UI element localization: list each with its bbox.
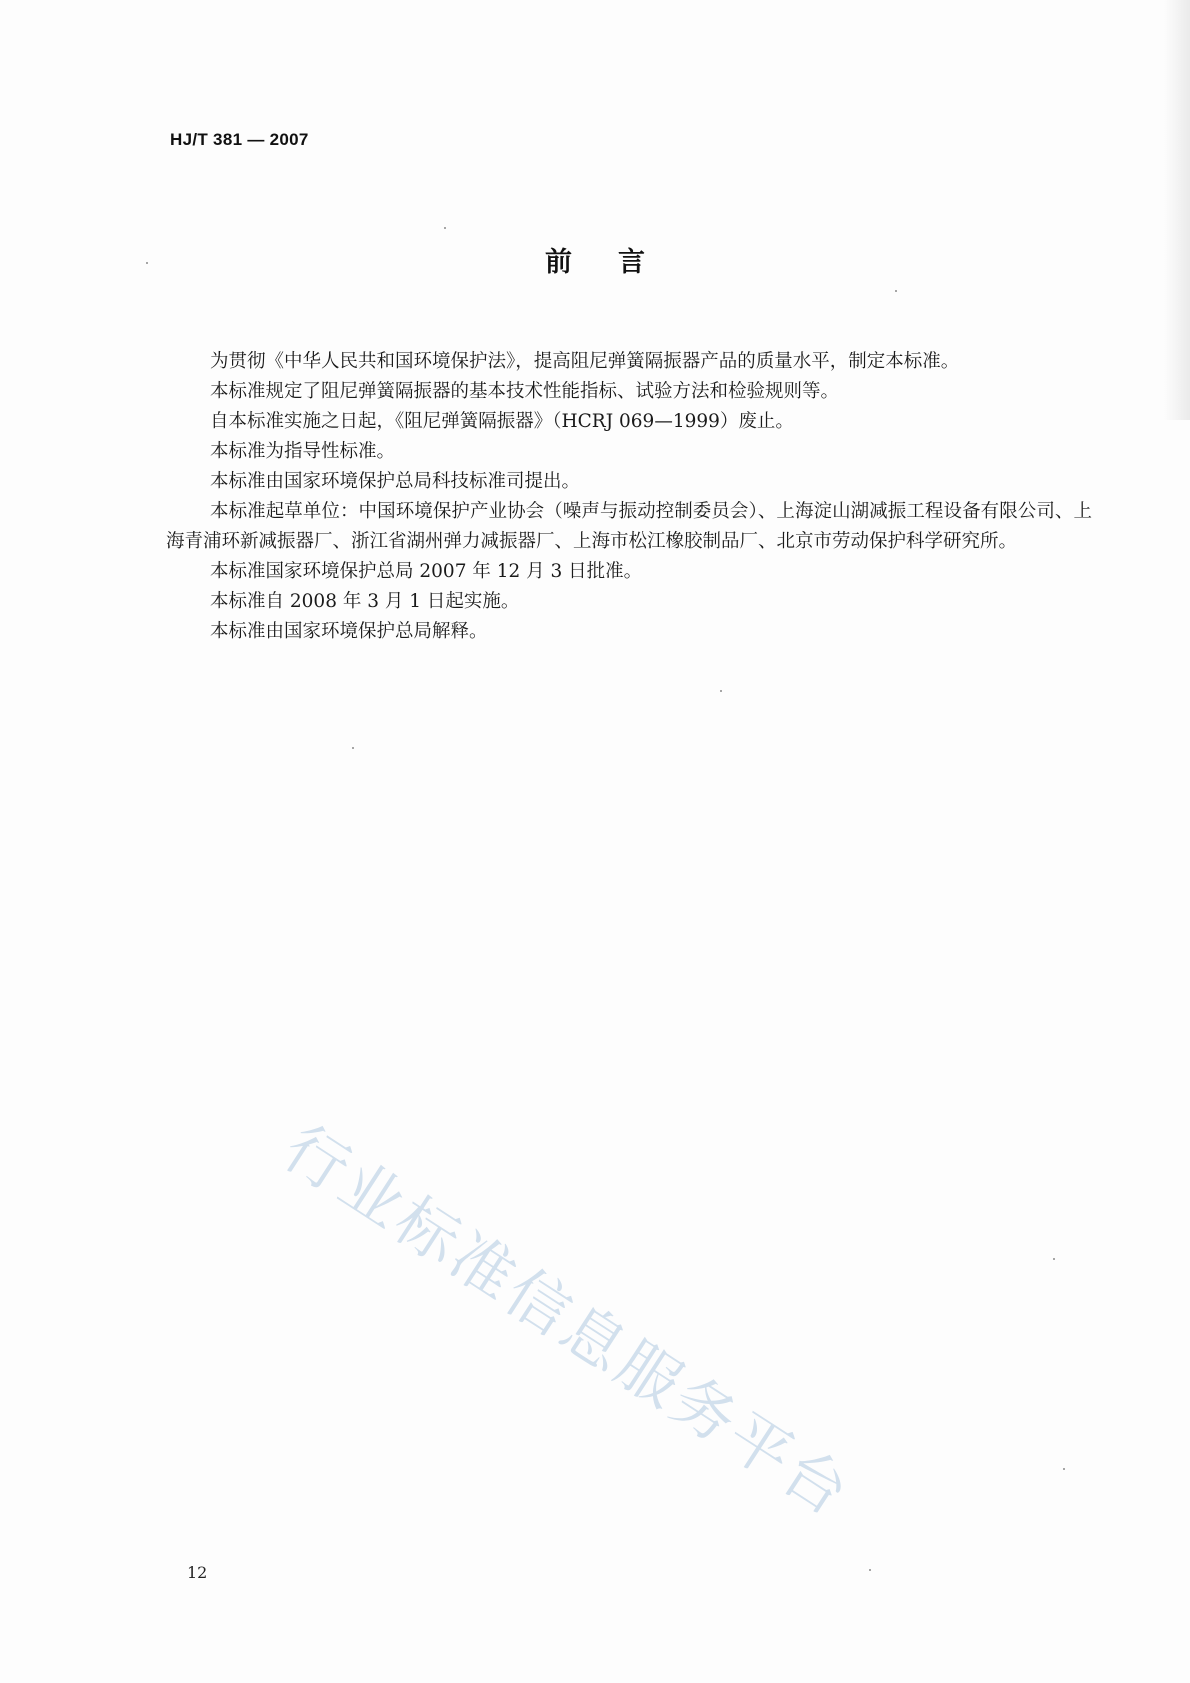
scan-speck [146,262,148,264]
scan-edge-shadow [1164,0,1190,420]
paragraph-interpretation: 本标准由国家环境保护总局解释。 [210,621,488,642]
paragraph-approval: 本标准国家环境保护总局 2007 年 12 月 3 日批准。 [210,561,643,582]
paragraph-purpose: 为贯彻《中华人民共和国环境保护法》，提高阻尼弹簧隔振器产品的质量水平，制定本标准。 [210,351,960,372]
scan-speck [895,290,897,292]
paragraph-scope: 本标准规定了阻尼弹簧隔振器的基本技术性能指标、试验方法和检验规则等。 [210,381,840,402]
watermark: 行业标准信息服务平台 [271,1110,865,1532]
paragraph-nature: 本标准为指导性标准。 [210,441,396,462]
scan-speck [1063,1468,1065,1470]
scan-speck [352,747,354,749]
paragraph-replacement: 自本标准实施之日起，《阻尼弹簧隔振器》（HCRJ 069—1999）废止。 [210,411,794,432]
standard-code: HJ/T 381 — 2007 [170,130,309,149]
scan-speck [869,1569,871,1571]
foreword-body [166,347,1092,647]
paragraph-drafting-units: 本标准起草单位：中国环境保护产业协会（噪声与振动控制委员会）、上海淀山湖减振工程设备有限公司、上海青浦环新减振器厂、浙江省湖州弹力减振器厂、上海市松江橡胶制品厂、北京市劳动保护科学研究所。 [166,501,1092,552]
page-title: 前言 [545,247,691,278]
page-number: 12 [187,1563,208,1582]
scan-speck [720,690,722,692]
scan-speck [1053,1258,1055,1260]
scan-speck [444,227,446,229]
paragraph-proposer: 本标准由国家环境保护总局科技标准司提出。 [210,471,581,492]
paragraph-effective-date: 本标准自 2008 年 3 月 1 日起实施。 [210,591,520,612]
